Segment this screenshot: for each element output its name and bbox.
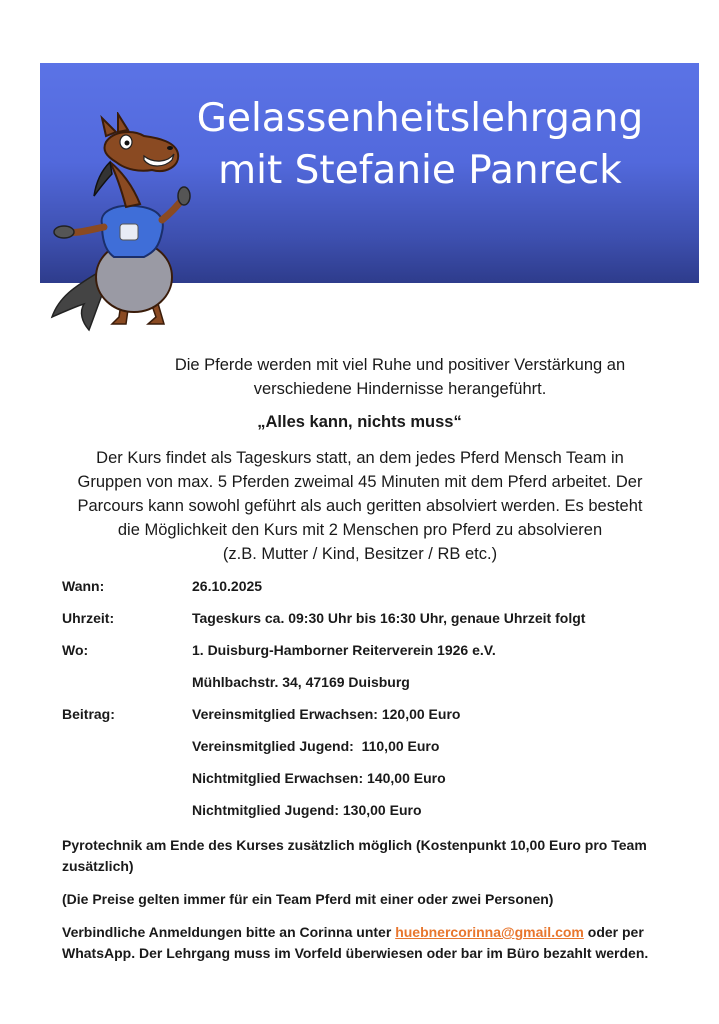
description-line-3: Parcours kann sowohl geführt als auch geritten absolviert werden. Es besteht — [77, 497, 643, 515]
detail-row-time — [62, 610, 672, 642]
detail-row-fee-2 — [62, 738, 672, 770]
intro-text — [120, 353, 680, 401]
detail-row-fee-3 — [62, 770, 672, 802]
description-line-1: Der Kurs findet als Tageskurs statt, an dem jedes Pferd Mensch Team in — [96, 449, 624, 467]
course-description — [58, 446, 662, 566]
intro-line-2: verschiedene Hindernisse herangeführt. — [253, 380, 547, 398]
details-table — [62, 578, 672, 834]
notes — [62, 835, 662, 976]
fee-member-adult: Vereinsmitglied Erwachsen: 120,00 Euro — [192, 706, 461, 722]
pyro-note: Pyrotechnik am Ende des Kurses zusätzlich möglich (Kostenpunkt 10,00 Euro pro Team zusätzlich) — [62, 837, 647, 874]
detail-row-fee-4 — [62, 802, 672, 834]
detail-row-when — [62, 578, 672, 610]
when-value: 26.10.2025 — [192, 578, 263, 594]
fee-label: Beitrag: — [62, 706, 115, 722]
fee-member-youth: Vereinsmitglied Jugend: 110,00 Euro — [192, 738, 440, 754]
where-value-address: Mühlbachstr. 34, 47169 Duisburg — [192, 674, 410, 690]
registration-text-before: Verbindliche Anmeldungen bitte an Corinna unter — [62, 924, 396, 940]
fee-nonmember-adult: Nichtmitglied Erwachsen: 140,00 Euro — [192, 770, 446, 786]
registration-note — [62, 922, 662, 964]
detail-row-where — [62, 642, 672, 674]
where-value-club: 1. Duisburg-Hamborner Reiterverein 1926 e.V. — [192, 642, 496, 658]
description-line-4: die Möglichkeit den Kurs mit 2 Menschen pro Pferd zu absolvieren — [117, 521, 603, 539]
cartoon-horse-mascot-icon — [44, 112, 204, 342]
title-line-2: mit Stefanie Panreck — [218, 148, 622, 193]
when-label: Wann: — [62, 578, 105, 594]
intro-line-1: Die Pferde werden mit viel Ruhe und positiver Verstärkung an — [174, 356, 626, 374]
prices-note: (Die Preise gelten immer für ein Team Pferd mit einer oder zwei Personen) — [62, 891, 554, 907]
page-title — [160, 93, 680, 197]
detail-row-address — [62, 674, 672, 706]
where-label: Wo: — [62, 642, 89, 658]
time-value: Tageskurs ca. 09:30 Uhr bis 16:30 Uhr, genaue Uhrzeit folgt — [192, 610, 586, 626]
detail-row-fee — [62, 706, 672, 738]
description-line-5: (z.B. Mutter / Kind, Besitzer / RB etc.) — [222, 545, 498, 563]
email-link[interactable]: huebnercorinna@gmail.com — [395, 924, 584, 940]
fee-nonmember-youth: Nichtmitglied Jugend: 130,00 Euro — [192, 802, 422, 818]
registration-text-after: oder per WhatsApp. Der Lehrgang muss im Vorfeld überwiesen oder bar im Büro bezahlt werden. — [62, 924, 649, 961]
description-line-2: Gruppen von max. 5 Pferden zweimal 45 Minuten mit dem Pferd arbeitet. Der — [77, 473, 643, 491]
motto: „Alles kann, nichts muss“ — [257, 413, 462, 431]
time-label: Uhrzeit: — [62, 610, 115, 626]
title-line-1: Gelassenheitslehrgang — [196, 96, 644, 141]
